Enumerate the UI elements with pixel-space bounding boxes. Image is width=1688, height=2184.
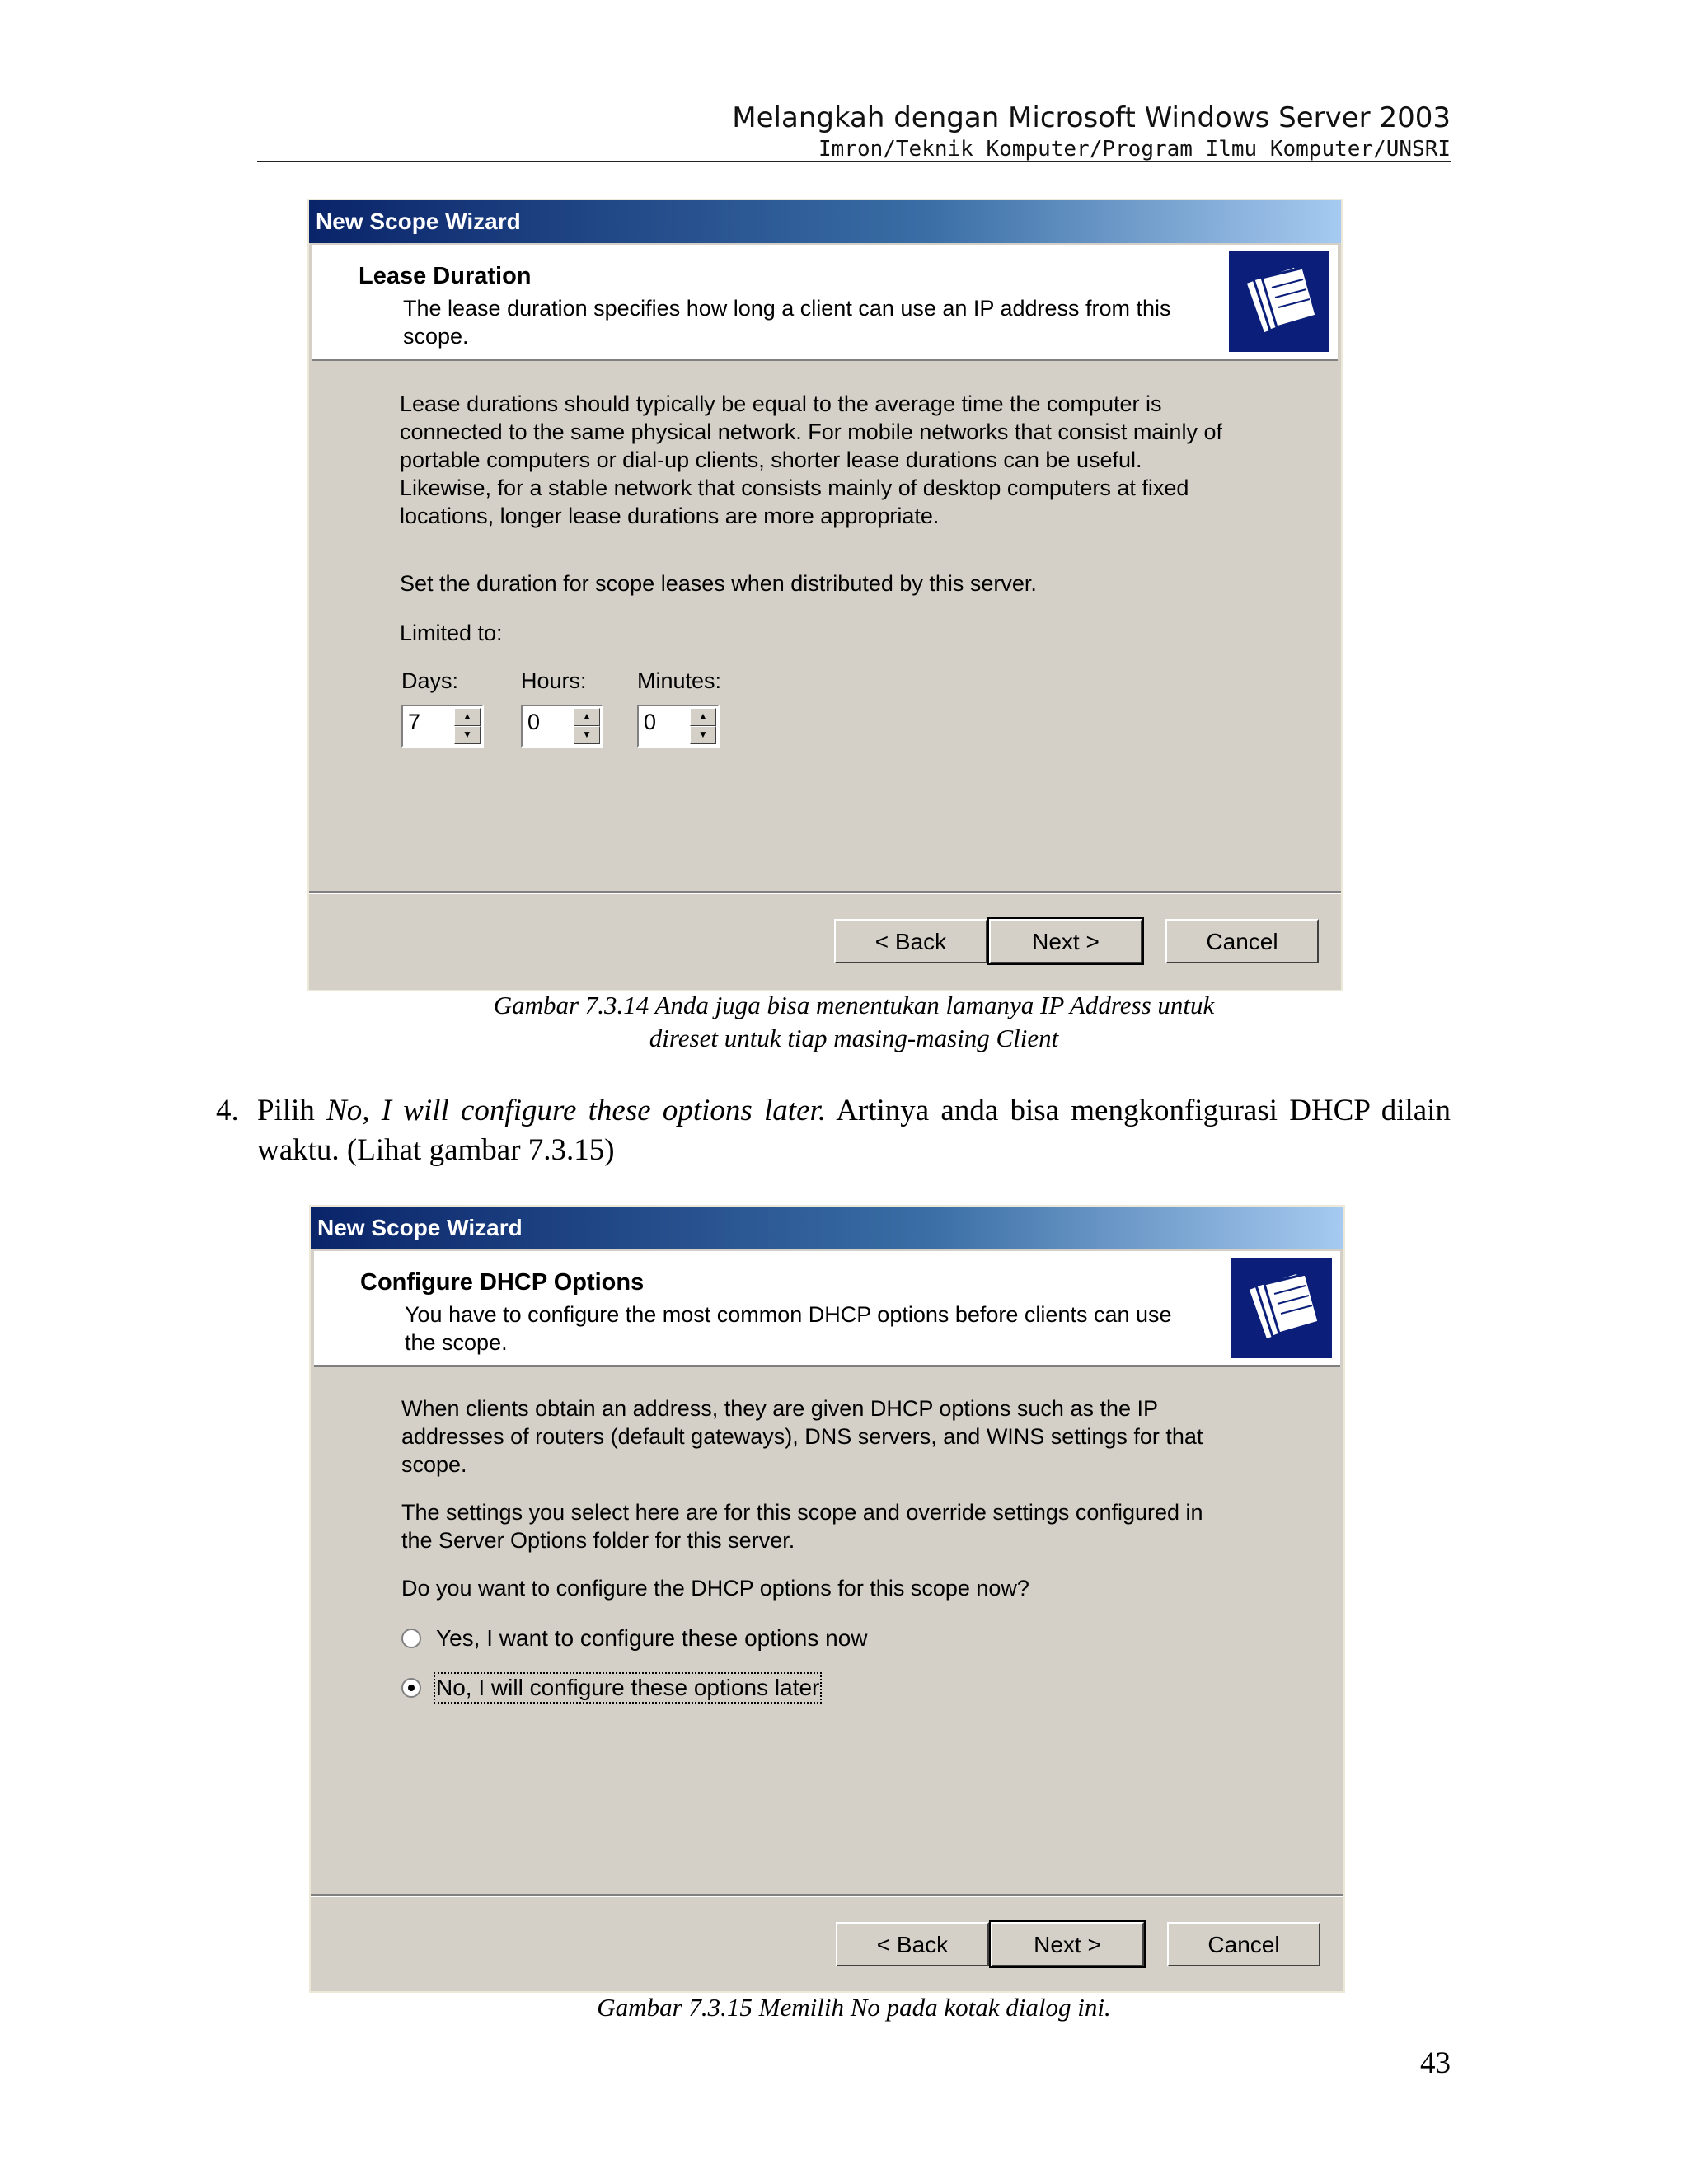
radio-button-selected[interactable]: [401, 1678, 421, 1698]
header-divider: [257, 161, 1451, 162]
spin-down-icon[interactable]: ▼: [690, 726, 716, 744]
configure-dhcp-dialog: [311, 1207, 1343, 1991]
header-title: Melangkah dengan Microsoft Windows Server 2003: [732, 101, 1451, 134]
step-emphasis: No, I will configure these options later.: [326, 1094, 827, 1127]
page-header: [732, 101, 1451, 163]
step-prefix: Pilih: [257, 1094, 327, 1127]
wizard-heading: Lease Duration: [359, 263, 532, 289]
hours-label: Hours:: [521, 668, 587, 693]
dialog-title-bar: New Scope Wizard: [311, 1207, 1343, 1249]
hours-value[interactable]: 0: [528, 710, 541, 734]
wizard-heading: Configure DHCP Options: [360, 1269, 645, 1296]
next-button[interactable]: Next >: [989, 919, 1142, 963]
radio-button-unselected[interactable]: [401, 1629, 421, 1648]
back-button[interactable]: < Back: [836, 1922, 989, 1966]
radio-dot-icon: [408, 1685, 415, 1691]
radio-yes-label[interactable]: Yes, I want to configure these options now: [436, 1625, 868, 1651]
wizard-description: The lease duration specifies how long a client can use an IP address from this scope.: [403, 296, 1171, 349]
step-rest: Artinya anda bisa mengkonfigurasi DHCP dilain waktu. (Lihat gambar 7.3.15): [257, 1094, 1451, 1167]
configure-question: Do you want to configure the DHCP options for this scope now?: [401, 1576, 1029, 1601]
spin-up-icon[interactable]: ▲: [574, 708, 600, 726]
dhcp-explanation: When clients obtain an address, they are given DHCP options such as the IP addresses of routers (default gateways), DNS servers, and WINS settings for that scope.: [401, 1396, 1203, 1477]
cancel-button[interactable]: Cancel: [1165, 919, 1319, 963]
wizard-folders-icon: [1231, 1258, 1332, 1358]
hours-spin-buttons[interactable]: [574, 708, 600, 744]
lease-instruction: Set the duration for scope leases when distributed by this server.: [400, 571, 1037, 596]
radio-no-label[interactable]: No, I will configure these options later: [436, 1675, 820, 1700]
days-spinbox[interactable]: [401, 705, 484, 748]
spin-down-icon[interactable]: ▼: [574, 726, 600, 744]
days-spin-buttons[interactable]: [454, 708, 481, 744]
days-label: Days:: [401, 668, 459, 693]
days-value[interactable]: 7: [408, 710, 421, 734]
spin-down-icon[interactable]: ▼: [454, 726, 481, 744]
minutes-spin-buttons[interactable]: [690, 708, 716, 744]
wizard-header: [312, 245, 1338, 361]
next-button[interactable]: Next >: [991, 1922, 1144, 1966]
figure-caption-7-3-14: [257, 989, 1451, 1055]
header-subtitle: Imron/Teknik Komputer/Program Ilmu Komputer/UNSRI: [818, 137, 1451, 162]
spin-up-icon[interactable]: ▲: [690, 708, 716, 726]
wizard-body: [400, 390, 1226, 647]
page-number: 43: [1420, 2046, 1451, 2080]
minutes-value[interactable]: 0: [644, 710, 657, 734]
wizard-body: [401, 1394, 1228, 1602]
dialog-title-bar: New Scope Wizard: [309, 200, 1341, 243]
minutes-label: Minutes:: [637, 668, 722, 693]
minutes-spinbox[interactable]: [637, 705, 720, 748]
hours-spinbox[interactable]: [521, 705, 603, 748]
limited-to-label: Limited to:: [400, 621, 503, 645]
lease-duration-dialog: [309, 200, 1341, 990]
spin-up-icon[interactable]: ▲: [454, 708, 481, 726]
step-paragraph: [216, 1091, 1451, 1170]
wizard-header: [314, 1251, 1340, 1367]
figure-caption-7-3-15: Gambar 7.3.15 Memilih No pada kotak dialog ini.: [597, 1993, 1111, 2022]
override-note: The settings you select here are for this scope and override settings configured in the Server Options folder for this server.: [401, 1500, 1203, 1553]
step-number: 4.: [216, 1094, 239, 1127]
lease-explanation: Lease durations should typically be equal to the average time the computer is connected to the same physical network. For mobile networks that consist mainly of portable computers or dial-up clients, shorter lease durations can be useful. Likewise, for a stable network that consists mainly of desktop computers at fixed locations, longer lease durations are more appropriate.: [400, 391, 1222, 528]
caption-line: Gambar 7.3.14 Anda juga bisa menentukan lamanya IP Address untuk: [493, 991, 1215, 1019]
footer-divider: [309, 891, 1341, 893]
back-button[interactable]: < Back: [834, 919, 987, 963]
caption-line: direset untuk tiap masing-masing Client: [649, 1024, 1059, 1052]
footer-divider: [311, 1894, 1343, 1896]
cancel-button[interactable]: Cancel: [1167, 1922, 1320, 1966]
wizard-folders-icon: [1229, 251, 1329, 352]
wizard-description: You have to configure the most common DHCP options before clients can use the scope.: [405, 1302, 1172, 1355]
